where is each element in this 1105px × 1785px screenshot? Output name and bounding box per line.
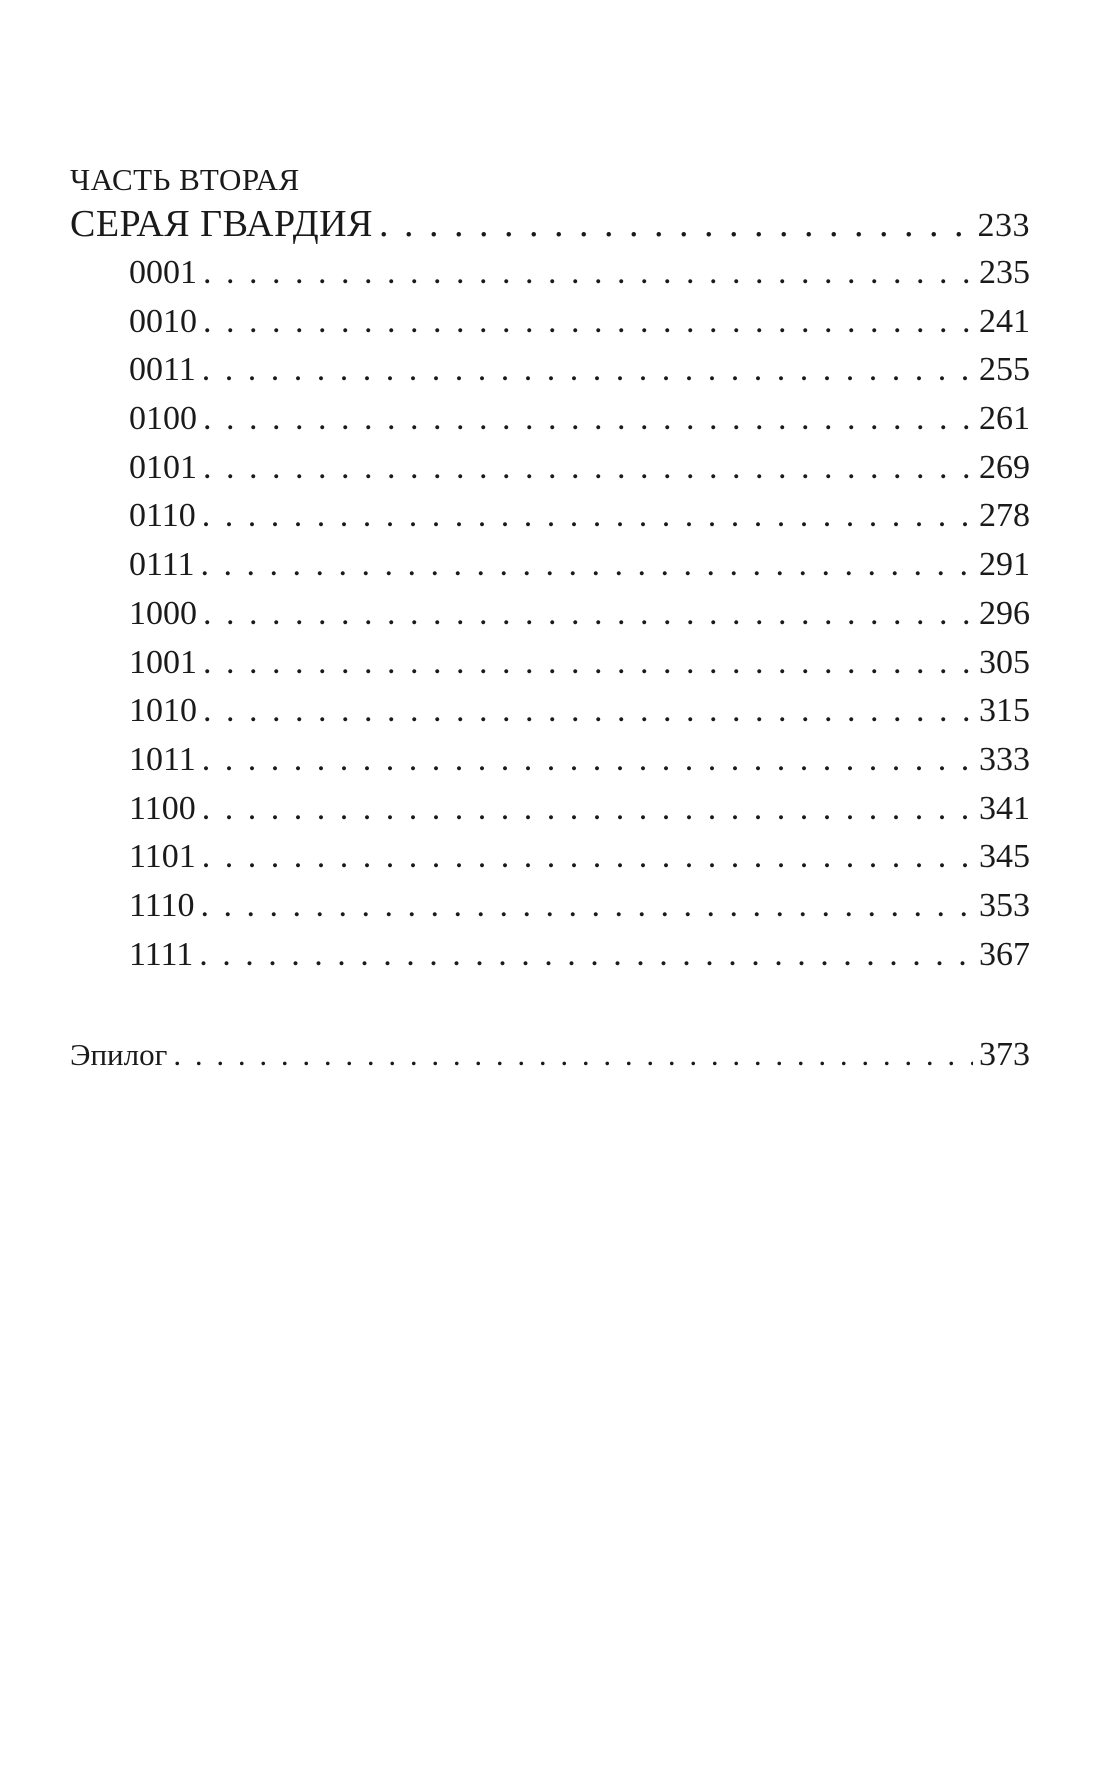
dot-leader bbox=[203, 298, 973, 347]
dot-leader bbox=[203, 590, 973, 639]
chapter-page-number: 296 bbox=[979, 594, 1030, 632]
toc-chapter-entry bbox=[70, 590, 1030, 639]
toc-epilogue-entry bbox=[70, 1031, 1030, 1079]
chapter-page-number: 333 bbox=[979, 740, 1030, 778]
chapter-title: 0101 bbox=[129, 448, 197, 486]
chapter-title: 1001 bbox=[129, 643, 197, 681]
toc-chapter-entry bbox=[70, 785, 1030, 834]
dot-leader bbox=[200, 541, 973, 590]
chapter-page-number: 269 bbox=[979, 448, 1030, 486]
chapter-page-number: 305 bbox=[979, 643, 1030, 681]
dot-leader bbox=[203, 687, 973, 736]
dot-leader bbox=[203, 639, 973, 688]
chapter-page-number: 353 bbox=[979, 886, 1030, 924]
chapter-title: 1011 bbox=[129, 740, 196, 778]
chapter-title: 0111 bbox=[129, 546, 195, 584]
chapter-title: 1111 bbox=[129, 935, 194, 973]
dot-leader bbox=[203, 249, 973, 298]
toc-chapter-entry bbox=[70, 639, 1030, 688]
epilogue-page-number: 373 bbox=[979, 1036, 1030, 1074]
toc-chapter-entry bbox=[70, 444, 1030, 493]
epilogue-title: Эпилог bbox=[70, 1037, 168, 1073]
dot-leader bbox=[202, 736, 973, 785]
toc-chapter-entry bbox=[70, 687, 1030, 736]
chapter-page-number: 315 bbox=[979, 692, 1030, 730]
chapter-title: 0011 bbox=[129, 351, 196, 389]
toc-chapter-entry bbox=[70, 882, 1030, 931]
chapter-page-number: 341 bbox=[979, 789, 1030, 827]
chapter-page-number: 241 bbox=[979, 302, 1030, 340]
chapter-title: 1010 bbox=[129, 692, 197, 730]
toc-section-entry bbox=[70, 200, 1030, 249]
section-title: СЕРАЯ ГВАРДИЯ bbox=[70, 203, 373, 245]
dot-leader bbox=[202, 346, 973, 395]
dot-leader bbox=[379, 200, 972, 249]
toc-chapter-entry bbox=[70, 346, 1030, 395]
toc-chapter-entry bbox=[70, 541, 1030, 590]
chapter-page-number: 261 bbox=[979, 400, 1030, 438]
chapter-page-number: 278 bbox=[979, 497, 1030, 535]
toc-chapter-entry bbox=[70, 931, 1030, 980]
chapter-title: 0100 bbox=[129, 400, 197, 438]
toc-chapter-entry bbox=[70, 833, 1030, 882]
chapter-title: 1000 bbox=[129, 594, 197, 632]
toc-chapter-entry bbox=[70, 249, 1030, 298]
toc-chapter-entry bbox=[70, 395, 1030, 444]
dot-leader bbox=[202, 785, 973, 834]
section-page-number: 233 bbox=[977, 207, 1030, 244]
chapter-title: 0010 bbox=[129, 302, 197, 340]
dot-leader bbox=[203, 395, 973, 444]
chapter-page-number: 255 bbox=[979, 351, 1030, 389]
dot-leader bbox=[202, 492, 973, 541]
dot-leader bbox=[199, 931, 973, 980]
toc-chapter-entry bbox=[70, 492, 1030, 541]
dot-leader bbox=[173, 1031, 973, 1079]
dot-leader bbox=[200, 882, 973, 931]
chapter-title: 1100 bbox=[129, 789, 196, 827]
dot-leader bbox=[202, 833, 973, 882]
dot-leader bbox=[203, 444, 973, 493]
chapter-title: 1110 bbox=[129, 886, 195, 924]
table-of-contents bbox=[70, 160, 1030, 1079]
chapter-page-number: 345 bbox=[979, 838, 1030, 876]
chapter-page-number: 235 bbox=[979, 254, 1030, 291]
toc-chapter-entry bbox=[70, 736, 1030, 785]
chapter-title: 0110 bbox=[129, 497, 196, 535]
chapter-page-number: 367 bbox=[979, 935, 1030, 973]
chapter-title: 1101 bbox=[129, 838, 196, 876]
toc-chapter-entry bbox=[70, 298, 1030, 347]
chapter-title: 0001 bbox=[129, 254, 197, 291]
part-label: ЧАСТЬ ВТОРАЯ bbox=[70, 162, 300, 197]
chapter-page-number: 291 bbox=[979, 546, 1030, 584]
